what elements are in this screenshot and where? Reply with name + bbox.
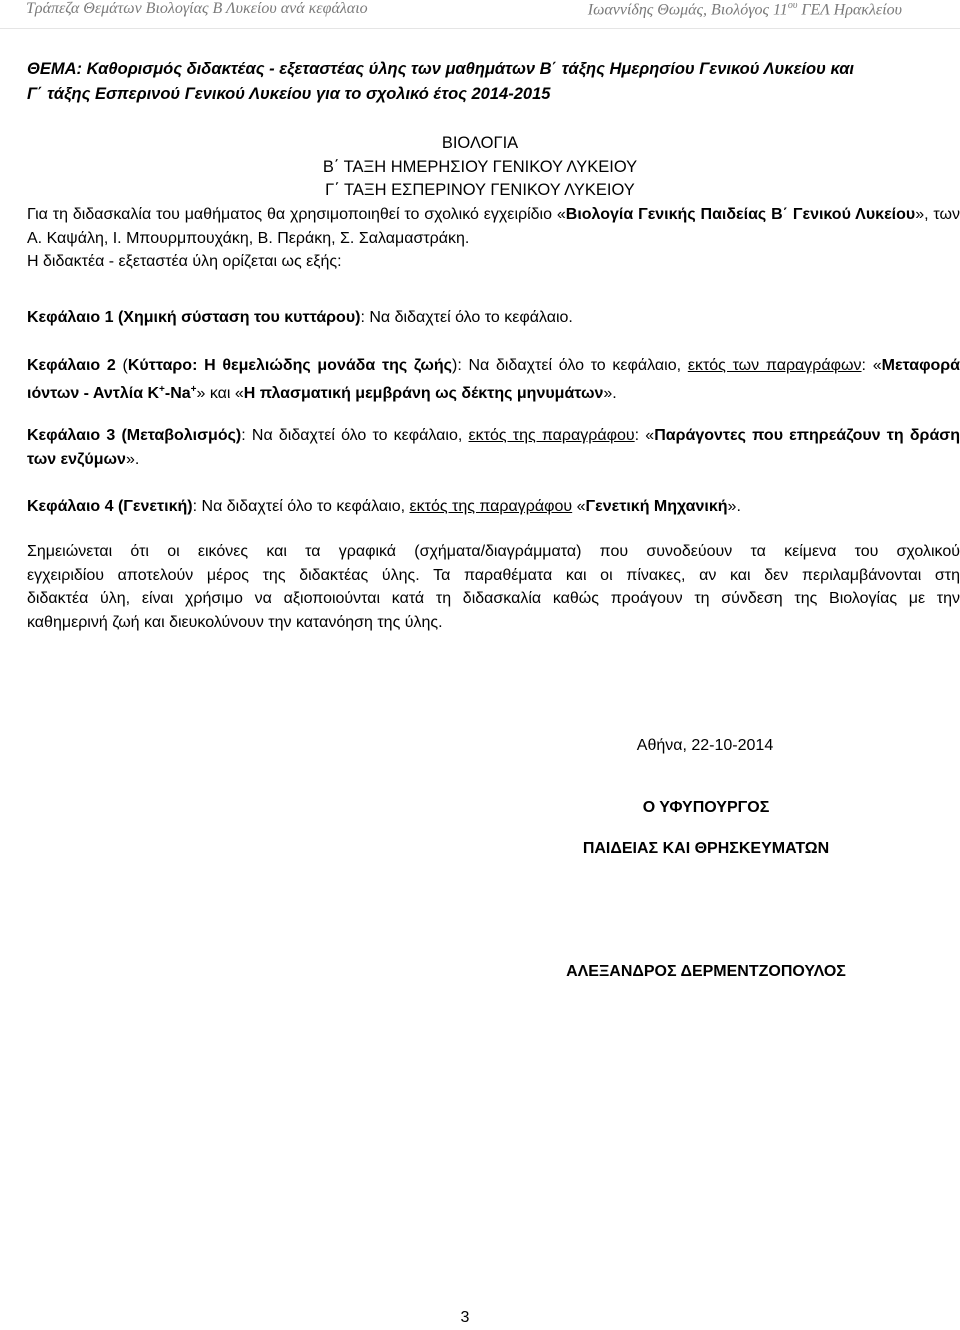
page-number: 3 bbox=[460, 1309, 470, 1326]
chapter-1-title: Κεφάλαιο 1 (Χημική σύσταση του κυττάρου) bbox=[27, 309, 361, 326]
title-block bbox=[0, 132, 960, 203]
course-title: ΒΙΟΛΟΓΙΑ bbox=[441, 134, 519, 152]
chapter-2-para-1a: Μεταφορά ιόντων - Αντλία K bbox=[27, 357, 960, 402]
chapter-4-end: ». bbox=[727, 498, 741, 515]
chapter-2-paren: ( bbox=[115, 357, 128, 374]
chapter-4 bbox=[27, 495, 960, 519]
signature-role-1: Ο ΥΦΥΠΟΥΡΓΟΣ bbox=[642, 799, 770, 816]
chapter-2-subtitle: Κύτταρο: Η θεμελιώδης μονάδα της ζωής bbox=[127, 357, 452, 374]
subject-block bbox=[27, 57, 927, 107]
signature-place-date: Αθήνα, 22-10-2014 bbox=[636, 737, 774, 754]
chapter-4-quote: « bbox=[572, 498, 586, 515]
header-left-text: Τράπεζα Θεμάτων Βιολογίας Β Λυκείου ανά κεφάλαιο bbox=[26, 0, 368, 17]
signature-name: ΑΛΕΞΑΝΔΡΟΣ ΔΕΡΜΕΝΤΖΟΠΟΥΛΟΣ bbox=[566, 963, 846, 980]
grade-line-1: Β΄ ΤΑΞΗ ΗΜΕΡΗΣΙΟΥ ΓΕΝΙΚΟΥ ΛΥΚΕΙΟΥ bbox=[322, 157, 638, 176]
intro-text bbox=[27, 203, 960, 250]
grade-line-2: Γ΄ ΤΑΞΗ ΕΣΠΕΡΙΝΟΥ ΓΕΝΙΚΟΥ ΛΥΚΕΙΟΥ bbox=[325, 181, 635, 199]
chapter-3-colon: : « bbox=[634, 427, 655, 444]
scope-line: Η διδακτέα - εξεταστέα ύλη ορίζεται ως εξής: bbox=[27, 253, 342, 270]
subject-line-1: ΘΕΜΑ: Καθορισμός διδακτέας - εξεταστέας ύλης των μαθημάτων Β΄ τάξης Ημερησίου Γενικού Λυκείου και bbox=[27, 60, 855, 78]
note-line-4: καθημερινή ζωή και διευκολύνουν την κατανόηση της ύλης. bbox=[27, 613, 443, 631]
chapter-4-title: Κεφάλαιο 4 (Γενετική) bbox=[27, 498, 193, 515]
note-line-1: Σημειώνεται ότι οι εικόνες και τα γραφικά (σχήματα/διαγράμματα) που συνοδεύουν τα κείμενα του σχολικού bbox=[27, 543, 960, 560]
intro-pre: Για τη διδασκαλία του μαθήματος θα χρησιμοποιηθεί το σχολικό εγχειρίδιο « bbox=[27, 206, 566, 223]
note-line-2: εγχειριδίου αποτελούν μέρος της διδακτέας ύλης. Τα παραθέματα και οι πίνακες, αν και δεν περιλαμβάνονται στη bbox=[27, 566, 960, 584]
intro-paragraph bbox=[27, 203, 960, 274]
page-header bbox=[0, 0, 960, 26]
chapter-1 bbox=[27, 306, 960, 330]
chapter-3-para-1: Παράγοντες που επηρεάζουν τη δράση των ενζύμων bbox=[27, 427, 960, 468]
chapter-2-except: εκτός των παραγράφων bbox=[687, 357, 862, 374]
superscript-plus: + bbox=[159, 383, 165, 395]
chapter-3-end: ». bbox=[125, 450, 140, 468]
chapter-4-except: εκτός της παραγράφου bbox=[409, 498, 573, 515]
signature-role-2: ΠΑΙΔΕΙΑΣ ΚΑΙ ΘΡΗΣΚΕΥΜΑΤΩΝ bbox=[582, 840, 830, 857]
chapter-3-text: : Να διδαχτεί όλο το κεφάλαιο, bbox=[241, 427, 469, 444]
chapter-2-colon: : bbox=[861, 357, 866, 374]
subject-line-2: Γ΄ τάξης Εσπερινού Γενικού Λυκείου για το σχολικό έτος 2014-2015 bbox=[27, 85, 551, 103]
chapter-3-title: Κεφάλαιο 3 (Μεταβολισμός) bbox=[27, 427, 242, 444]
header-divider bbox=[0, 28, 960, 29]
note-paragraph bbox=[27, 540, 960, 634]
intro-authors: », των Α. Καψάλη, Ι. Μπουρμπουχάκη, Β. Περάκη, Σ. Σαλαμαστράκη. bbox=[27, 206, 960, 247]
header-ordinal: ου bbox=[787, 0, 798, 11]
chapter-2-and: » και « bbox=[196, 384, 244, 402]
chapter-2 bbox=[27, 354, 960, 405]
header-right-text bbox=[588, 0, 902, 19]
chapter-2-text: ): Να διδαχτεί όλο το κεφάλαιο, bbox=[451, 357, 688, 374]
chapter-2-quote: « bbox=[872, 357, 882, 374]
chapter-2-title: Κεφάλαιο 2 bbox=[27, 357, 116, 374]
header-school: ΓΕΛ Ηρακλείου bbox=[797, 1, 902, 19]
chapter-4-para-1: Γενετική Μηχανική bbox=[585, 498, 728, 515]
superscript-plus: + bbox=[190, 383, 197, 395]
textbook-title: Βιολογία Γενικής Παιδείας Β΄ Γενικού Λυκείου bbox=[565, 206, 916, 223]
chapter-4-text: : Να διδαχτεί όλο το κεφάλαιο, bbox=[192, 498, 410, 515]
chapter-1-text: : Να διδαχτεί όλο το κεφάλαιο. bbox=[360, 309, 573, 326]
note-line-3: διδακτέα ύλη, είναι χρήσιμο να αξιοποιούνται κατά τη διδασκαλία καθώς προάγουν τη σύνδεση της Βιολογίας με την bbox=[27, 590, 960, 607]
chapter-3 bbox=[27, 424, 960, 471]
chapter-2-para-2: Η πλασματική μεμβράνη ως δέκτης μηνυμάτων bbox=[243, 384, 604, 402]
chapter-2-end: ». bbox=[603, 384, 617, 402]
chapter-2-para-1b: -Na bbox=[164, 384, 191, 402]
chapter-3-except: εκτός της παραγράφου bbox=[468, 427, 635, 444]
header-author: Ιωαννίδης Θωμάς, Βιολόγος 11 bbox=[587, 1, 788, 19]
